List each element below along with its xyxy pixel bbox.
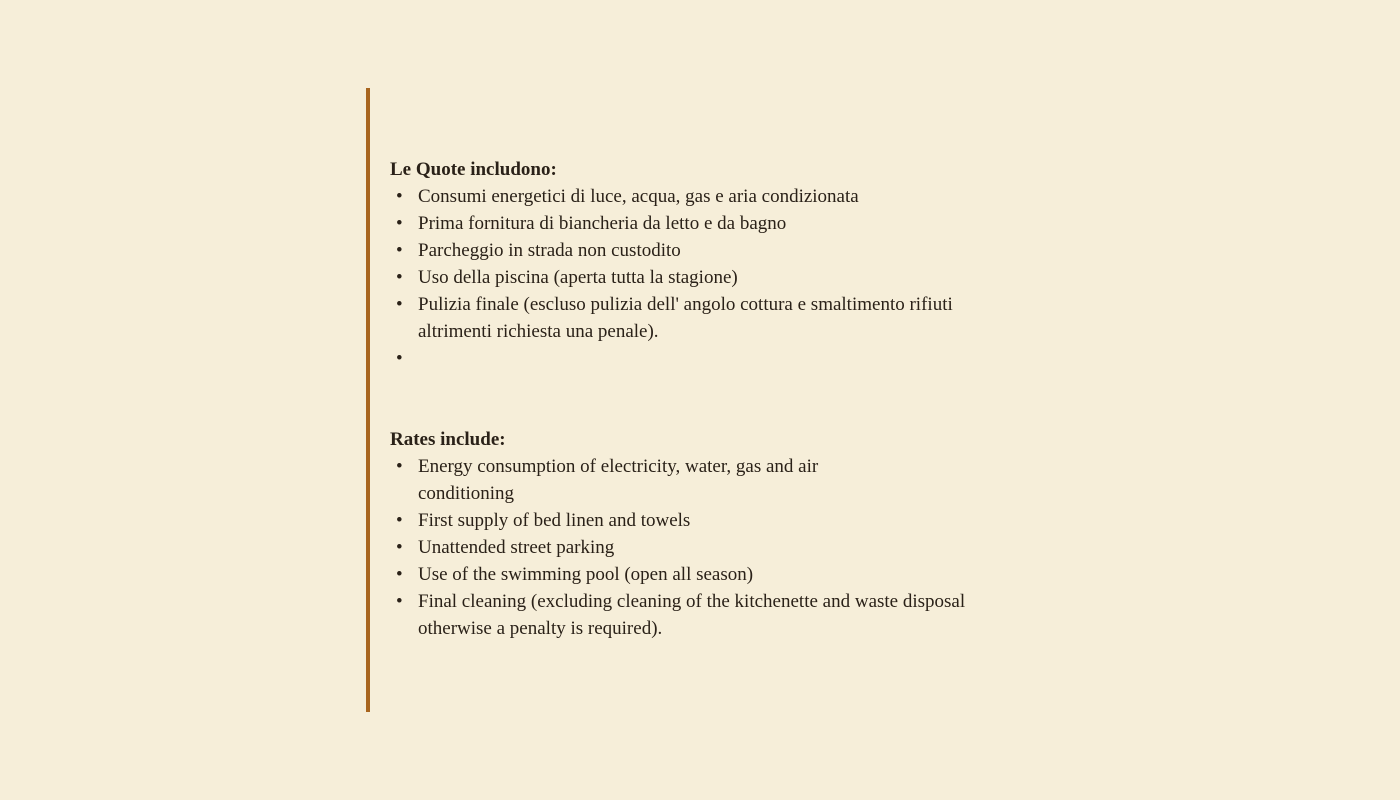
list-item: • Final cleaning (excluding cleaning of the kitchenette and waste disposal otherwise a penalty is required).	[390, 588, 1008, 642]
list-item-empty	[390, 345, 1030, 372]
italian-list	[390, 183, 1030, 372]
list-item: • Use of the swimming pool (open all season)	[390, 561, 1030, 588]
rates-content	[390, 156, 1030, 642]
list-item: • Pulizia finale (escluso pulizia dell' angolo cottura e smaltimento rifiuti altrimenti richiesta una penale).	[390, 291, 1008, 345]
italian-heading: Le Quote includono:	[390, 159, 557, 180]
accent-bar	[366, 88, 370, 712]
list-item: • Prima fornitura di biancheria da letto e da bagno	[390, 210, 1030, 237]
list-item: • Unattended street parking	[390, 534, 1030, 561]
list-item: • Parcheggio in strada non custodito	[390, 237, 1030, 264]
list-item: • Uso della piscina (aperta tutta la stagione)	[390, 264, 1030, 291]
english-list	[390, 453, 1030, 642]
english-heading: Rates include:	[390, 429, 506, 450]
list-item: • Energy consumption of electricity, water, gas and air conditioning	[390, 453, 918, 507]
list-item: • Consumi energetici di luce, acqua, gas e aria condizionata	[390, 183, 1030, 210]
list-item: • First supply of bed linen and towels	[390, 507, 1030, 534]
